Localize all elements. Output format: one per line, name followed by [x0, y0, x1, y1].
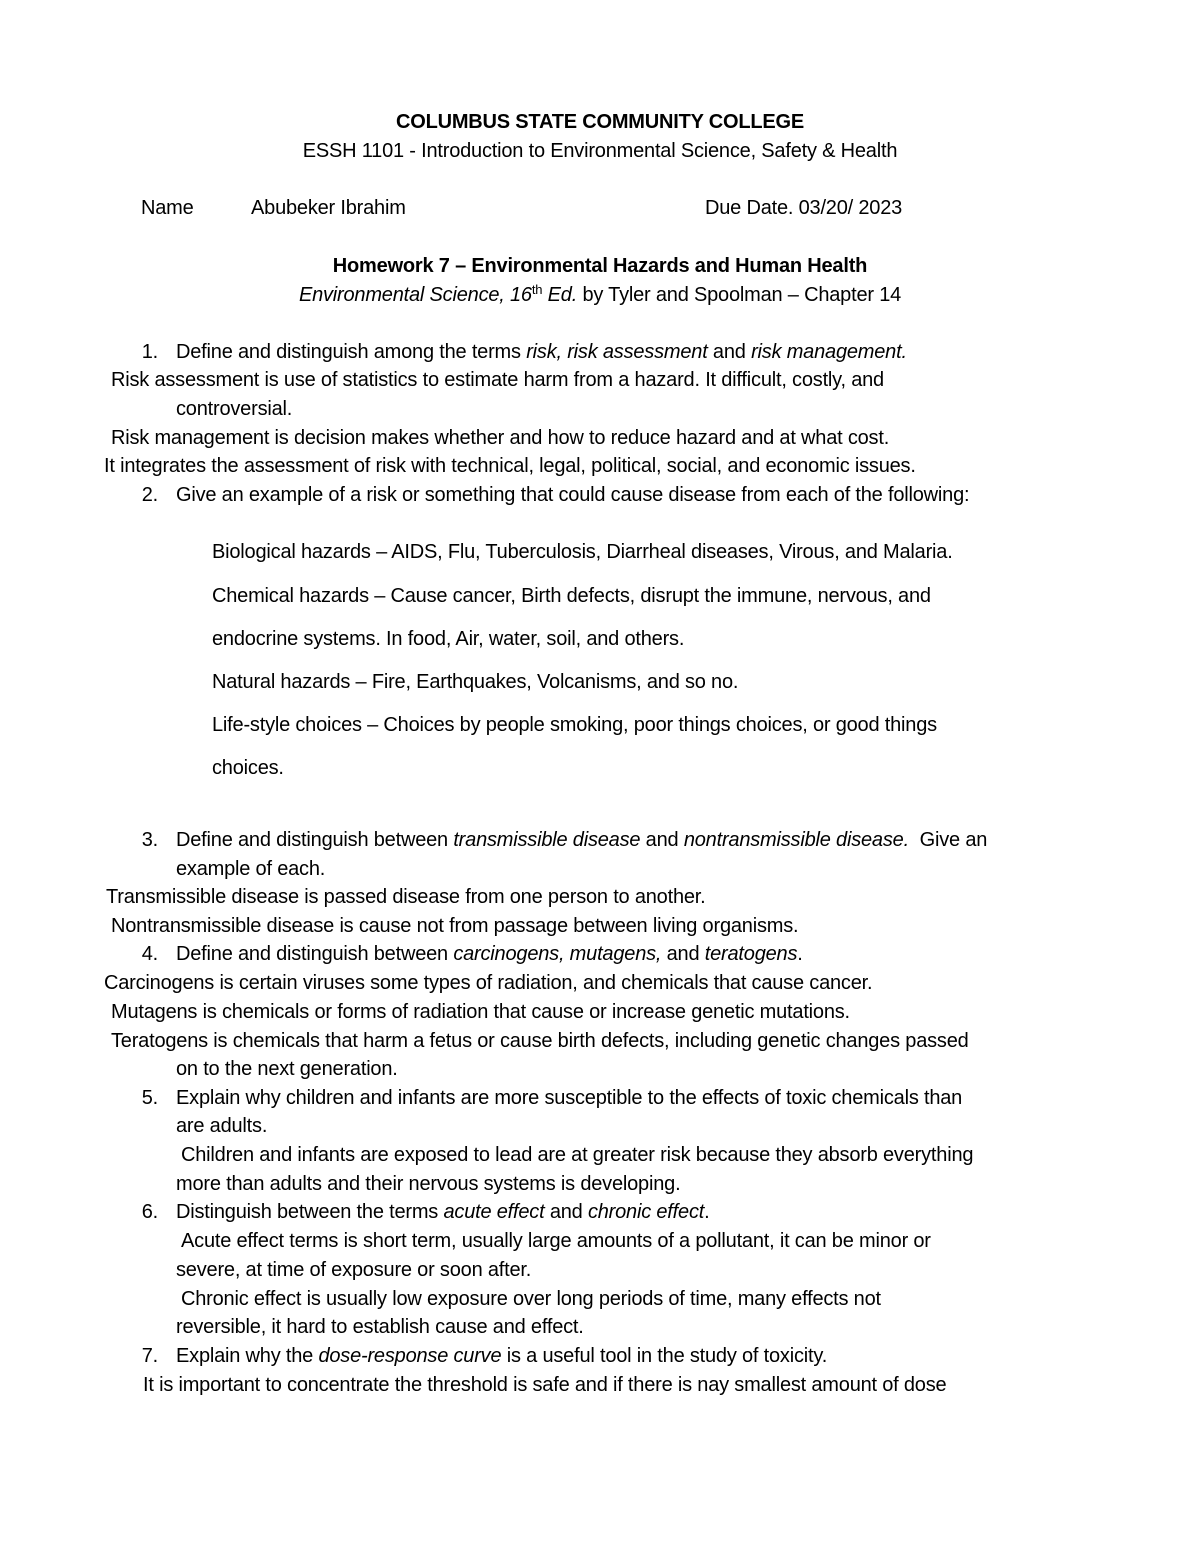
answer-text: reversible, it hard to establish cause and effect.: [176, 1316, 584, 1338]
student-name: Abubeker Ibrahim: [251, 197, 406, 219]
book-authors: by Tyler and Spoolman – Chapter 14: [577, 284, 902, 306]
question-prompt: Define and distinguish between carcinogens, mutagens, and teratogens.: [176, 943, 803, 965]
answer-text: more than adults and their nervous systems is developing.: [176, 1173, 681, 1195]
answer-text: on to the next generation.: [176, 1058, 398, 1080]
due-date: Due Date. 03/20/ 2023: [705, 197, 903, 219]
answer-text: Risk management is decision makes whether and how to reduce hazard and at what cost.: [111, 427, 890, 449]
question-number: 3.: [141, 829, 158, 851]
question-prompt: Define and distinguish among the terms risk, risk assessment and risk management.: [176, 341, 907, 363]
question-prompt-cont: are adults.: [176, 1115, 268, 1137]
question-number: 1.: [141, 341, 158, 363]
question-prompt: Explain why children and infants are more susceptible to the effects of toxic chemicals than: [176, 1087, 963, 1109]
answer-text: Nontransmissible disease is cause not from passage between living organisms.: [111, 915, 799, 937]
answer-chemical: Chemical hazards – Cause cancer, Birth defects, disrupt the immune, nervous, and: [212, 585, 931, 607]
question-number: 5.: [141, 1087, 158, 1109]
answer-text: Transmissible disease is passed disease from one person to another.: [106, 886, 706, 908]
answer-text: It integrates the assessment of risk with technical, legal, political, social, and economic issues.: [104, 455, 916, 477]
answer-text: Mutagens is chemicals or forms of radiation that cause or increase genetic mutations.: [111, 1001, 850, 1023]
answer-text: controversial.: [176, 398, 293, 420]
answer-lifestyle-cont: choices.: [212, 757, 284, 779]
answer-text: Children and infants are exposed to lead are at greater risk because they absorb everything: [181, 1144, 974, 1166]
answer-chemical-cont: endocrine systems. In food, Air, water, soil, and others.: [212, 628, 685, 650]
question-prompt: Explain why the dose-response curve is a useful tool in the study of toxicity.: [176, 1345, 828, 1367]
book-title: Environmental Science, 16: [298, 284, 532, 306]
answer-biological: Biological hazards – AIDS, Flu, Tuberculosis, Diarrheal diseases, Virous, and Malaria.: [212, 541, 953, 563]
answer-text: It is important to concentrate the threshold is safe and if there is nay smallest amount of dose: [143, 1374, 947, 1396]
answer-text: Carcinogens is certain viruses some types of radiation, and chemicals that cause cancer.: [104, 972, 873, 994]
answer-natural: Natural hazards – Fire, Earthquakes, Volcanisms, and so no.: [212, 671, 739, 693]
textbook-reference: [0, 282, 1200, 308]
answer-lifestyle: Life-style choices – Choices by people smoking, poor things choices, or good things: [212, 714, 937, 736]
question-prompt-cont: example of each.: [176, 858, 326, 880]
edition-superscript: th: [531, 282, 543, 297]
book-edition: Ed.: [542, 284, 578, 306]
answer-text: Chronic effect is usually low exposure over long periods of time, many effects not: [181, 1288, 881, 1310]
question-number: 7.: [141, 1345, 158, 1367]
question-number: 6.: [141, 1201, 158, 1223]
homework-title: Homework 7 – Environmental Hazards and Human Health: [332, 255, 868, 277]
answer-text: Teratogens is chemicals that harm a fetus or cause birth defects, including genetic changes passed: [111, 1030, 969, 1052]
question-prompt: Distinguish between the terms acute effect and chronic effect.: [176, 1201, 710, 1223]
question-number: 4.: [141, 943, 158, 965]
answer-text: Risk assessment is use of statistics to estimate harm from a hazard. It difficult, costly, and: [111, 369, 884, 391]
answer-text: severe, at time of exposure or soon after.: [176, 1259, 532, 1281]
course-title: ESSH 1101 - Introduction to Environmental Science, Safety & Health: [302, 140, 898, 162]
answer-text: Acute effect terms is short term, usually large amounts of a pollutant, it can be minor or: [181, 1230, 931, 1252]
college-name: COLUMBUS STATE COMMUNITY COLLEGE: [395, 111, 805, 133]
name-label: Name: [141, 197, 194, 219]
question-number: 2.: [141, 484, 158, 506]
question-prompt: Define and distinguish between transmissible disease and nontransmissible disease. Give an: [176, 829, 988, 851]
question-prompt: Give an example of a risk or something that could cause disease from each of the following:: [176, 484, 970, 506]
